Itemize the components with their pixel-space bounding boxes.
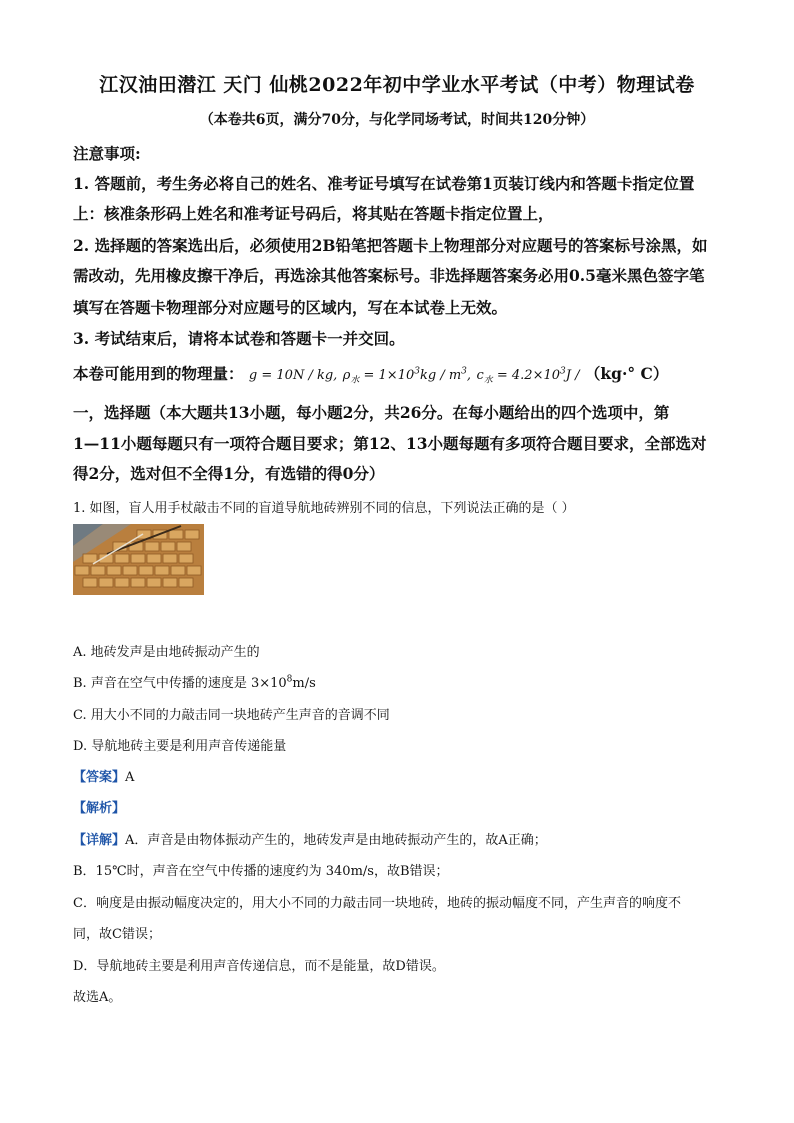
- notice-item-2-line-3: 填写在答题卡物理部分对应题号的区域内，写在本试卷上无效。: [73, 298, 508, 317]
- section1-line-1: 一，选择题（本大题共13小题，每小题2分，共26分。在每小题给出的四个选项中，第: [73, 403, 670, 422]
- option-d: D. 导航地砖主要是利用声音传递能量: [73, 739, 287, 754]
- detail-b: B．15℃时，声音在空气中传播的速度约为 340m/s，故B错误；: [73, 864, 449, 879]
- section1-line-2: 1—11小题每题只有一项符合题目要求；第12、13小题每题有多项符合题目要求，全部选对: [73, 434, 707, 453]
- option-b: B. 声音在空气中传播的速度是 $3\times 10^8m/s$: [73, 674, 316, 691]
- conclusion: 故选A。: [73, 990, 122, 1005]
- detail-a: 【详解】A．声音是由物体振动产生的，地砖发声是由地砖振动产生的，故A正确；: [73, 833, 547, 848]
- detail-label: 【详解】: [73, 833, 126, 848]
- notice-item-2-line-2: 需改动，先用橡皮擦干净后，再选涂其他答案标号。非选择题答案务必用0.5毫米黑色签字笔: [73, 266, 705, 285]
- physical-constants: [73, 362, 668, 384]
- detail-d: D．导航地砖主要是利用声音传递信息，而不是能量，故D错误。: [73, 959, 445, 974]
- water-density: $\rho_水 = 1\times 10^3kg / m^3$,: [342, 366, 472, 386]
- notice-item-3: 3. 考试结束后，请将本试卷和答题卡一并交回。: [73, 329, 405, 348]
- answer-label: 【答案】: [73, 770, 126, 785]
- notice-heading: 注意事项:: [73, 144, 141, 163]
- notice-item-1-line-1: 1. 答题前，考生务必将自己的姓名、准考证号填写在试卷第1页装订线内和答题卡指定位置: [73, 174, 695, 193]
- option-a: A. 地砖发声是由地砖振动产生的: [73, 645, 260, 660]
- detail-c-line-1: C．响度是由振动幅度决定的，用大小不同的力敲击同一块地砖，地砖的振动幅度不同，产生声音的响度不: [73, 896, 681, 911]
- question1-stem: 1. 如图，盲人用手杖敲击不同的盲道导航地砖辨别不同的信息，下列说法正确的是（ ）: [73, 501, 575, 516]
- section1-line-3: 得2分，选对但不全得1分，有选错的得0分）: [73, 464, 385, 483]
- gravity-constant: g = 10N / kg,: [248, 368, 338, 383]
- option-c: C. 用大小不同的力敲击同一块地砖产生声音的音调不同: [73, 708, 390, 723]
- water-specific-heat: $c_水 = 4.2\times 10^3J$ /: [476, 366, 580, 386]
- answer-line: [73, 766, 134, 785]
- notice-item-2-line-1: 2. 选择题的答案选出后，必须使用2B铅笔把答题卡上物理部分对应题号的答案标号涂黑，如: [73, 236, 708, 255]
- analysis-label: 【解析】: [73, 801, 126, 816]
- blind-path-tiles-photo: [73, 524, 204, 595]
- detail-c-line-2: 同，故C错误；: [73, 927, 161, 942]
- page-subtitle: （本卷共6页，满分70分，与化学同场考试，时间共120分钟）: [199, 112, 595, 128]
- page-title: 江汉油田潜江 天门 仙桃2022年初中学业水平考试（中考）物理试卷: [99, 74, 695, 96]
- answer-value: A: [125, 770, 135, 785]
- notice-item-1-line-2: 上：核准条形码上姓名和准考证号码后，将其贴在答题卡指定位置上，: [73, 204, 554, 223]
- specific-heat-unit: （kg·° C）: [584, 364, 669, 383]
- constants-label: 本卷可能用到的物理量：: [73, 364, 244, 383]
